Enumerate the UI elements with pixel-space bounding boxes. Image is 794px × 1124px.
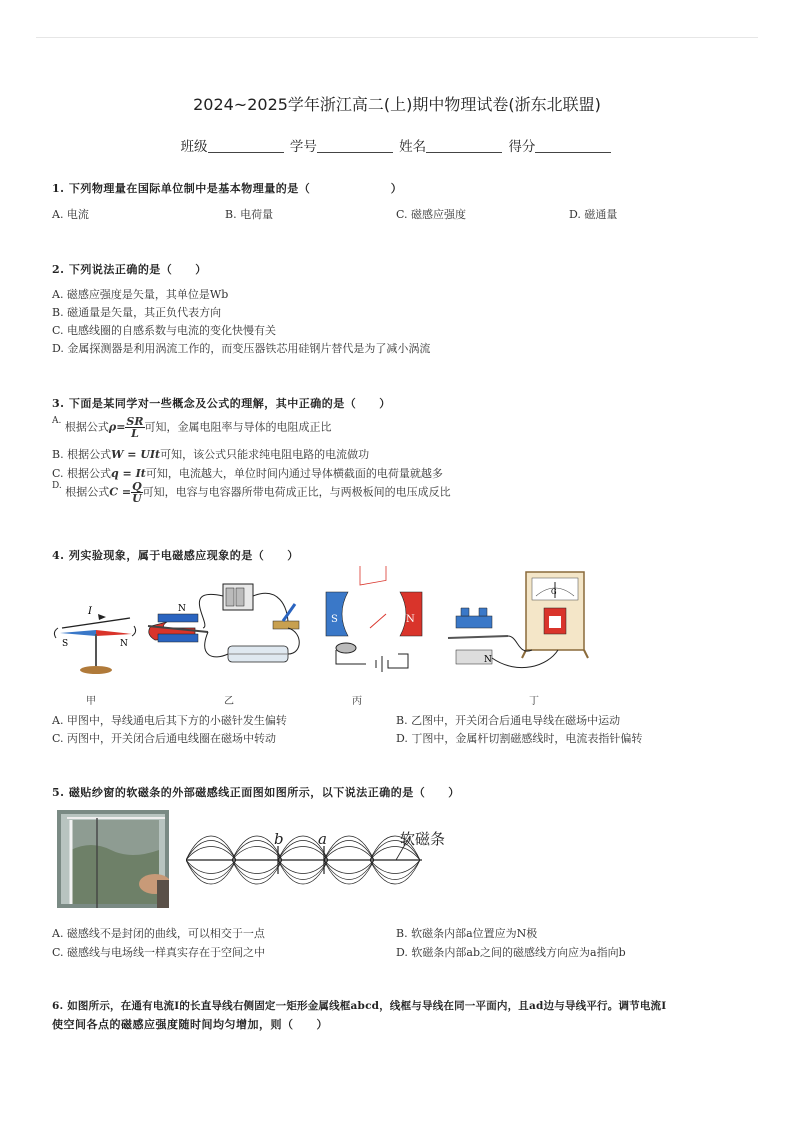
figure-jia-compass — [54, 606, 135, 674]
q1-option-d[interactable]: D. 磁通量 — [569, 208, 618, 221]
svg-text:G: G — [551, 588, 557, 596]
svg-text:N: N — [484, 655, 492, 665]
question-1-stem: 1. 下列物理量在国际单位制中是基本物理量的是（ ） — [52, 182, 403, 195]
q1-option-a[interactable]: A. 电流 — [52, 208, 89, 221]
q3-option-c[interactable]: C. 根据公式q = It可知，电流越大，单位时间内通过导体横截面的电荷量就越多 — [52, 467, 443, 480]
figure-ding-galvanometer — [448, 572, 588, 668]
figure-bing-motor — [326, 566, 422, 672]
q4-option-c[interactable]: C. 丙图中，开关闭合后通电线圈在磁场中转动 — [52, 732, 277, 745]
class-field[interactable]: 班级 — [181, 135, 286, 155]
q1-option-b[interactable]: B. 电荷量 — [225, 208, 274, 221]
page-title: 2024~2025学年浙江高二(上)期中物理试卷(浙东北联盟) — [193, 95, 601, 114]
score-field[interactable]: 得分 — [508, 135, 613, 155]
q2-option-d[interactable]: D. 金属探测器是利用涡流工作的，而变压器铁芯用硅钢片替代是为了减小涡流 — [52, 342, 431, 355]
q2-option-a[interactable]: A. 磁感应强度是矢量，其单位是Wb — [52, 288, 229, 301]
question-5-stem: 5. 磁贴纱窗的软磁条的外部磁感线正面图如图所示，以下说法正确的是（ ） — [52, 786, 460, 799]
figure-yi-circuit — [148, 584, 299, 662]
q3-option-a[interactable]: $^{A.}$ 根据公式ρ= $\frac{SR}{L}$ 可知，金属电阻率与导体的电阻成正比 — [52, 415, 332, 440]
q5-option-a[interactable]: A. 磁感线不是封闭的曲线，可以相交于一点 — [52, 927, 265, 940]
question-2-stem: 2. 下列说法正确的是（ ） — [52, 263, 207, 276]
question-6-stem-line2: 使空间各点的磁感应强度随时间均匀增加，则（ ） — [52, 1018, 328, 1031]
q4-experiment-figures — [48, 566, 698, 691]
q3-a-fraction: $\frac{SR}{L}$ — [126, 415, 144, 440]
info-row — [0, 135, 794, 155]
question-4-stem: 4. 列实验现象，属于电磁感应现象的是（ ） — [52, 549, 299, 562]
q3-option-b[interactable]: B. 根据公式W = UIt可知，该公式只能求纯电阻电路的电流做功 — [52, 448, 370, 461]
q1-option-c[interactable]: C. 磁感应强度 — [396, 208, 467, 221]
q4-option-b[interactable]: B. 乙图中，开关闭合后通电导线在磁场中运动 — [396, 714, 621, 727]
question-3-stem: 3. 下面是某同学对一些概念及公式的理解，其中正确的是（ ） — [52, 397, 391, 410]
q5-option-c[interactable]: C. 磁感线与电场线一样真实存在于空间之中 — [52, 946, 266, 959]
question-6-stem-line1: 6. 如图所示，在通有电流I的长直导线右侧固定一矩形金属线框abcd，线框与导线在同一平面内，且ad边与导线平行。调节电流I — [52, 1000, 667, 1012]
top-rule — [36, 37, 758, 38]
q3-option-d[interactable]: $^{D.}$ 根据公式C = $\frac{Q}{U}$ 可知，电容与电容器所带电荷成正比，与两极板间的电压成反比 — [52, 480, 451, 505]
student-id-field[interactable]: 学号 — [290, 135, 395, 155]
q2-option-c[interactable]: C. 电感线圈的自感系数与电流的变化快慢有关 — [52, 324, 277, 337]
svg-text:N: N — [120, 639, 128, 649]
point-a-label: a — [318, 830, 327, 848]
window-screen-photo — [57, 810, 169, 908]
svg-text:S: S — [62, 639, 69, 649]
q4-option-d[interactable]: D. 丁图中，金属杆切割磁感线时，电流表指针偏转 — [396, 732, 643, 745]
svg-text:S: S — [331, 614, 338, 625]
q3-d-fraction: $\frac{Q}{U}$ — [132, 480, 142, 505]
q5-option-d[interactable]: D. 软磁条内部ab之间的磁感线方向应为a指向b — [396, 946, 626, 959]
name-field[interactable]: 姓名 — [399, 135, 504, 155]
q5-option-b[interactable]: B. 软磁条内部a位置应为N极 — [396, 927, 538, 940]
figure-label-ding: 丁 — [529, 696, 539, 707]
svg-text:N: N — [406, 614, 415, 625]
figure-label-bing: 丙 — [352, 696, 362, 707]
svg-text:N: N — [178, 604, 186, 614]
q2-option-b[interactable]: B. 磁通量是矢量，其正负代表方向 — [52, 306, 222, 319]
point-b-label: b — [274, 830, 284, 848]
soft-magnet-label: 软磁条 — [400, 830, 446, 848]
figure-current-label: I — [88, 606, 92, 617]
figure-label-yi: 乙 — [224, 696, 234, 707]
figure-label-jia: 甲 — [86, 696, 96, 707]
q4-option-a[interactable]: A. 甲图中，导线通电后其下方的小磁针发生偏转 — [52, 714, 287, 727]
